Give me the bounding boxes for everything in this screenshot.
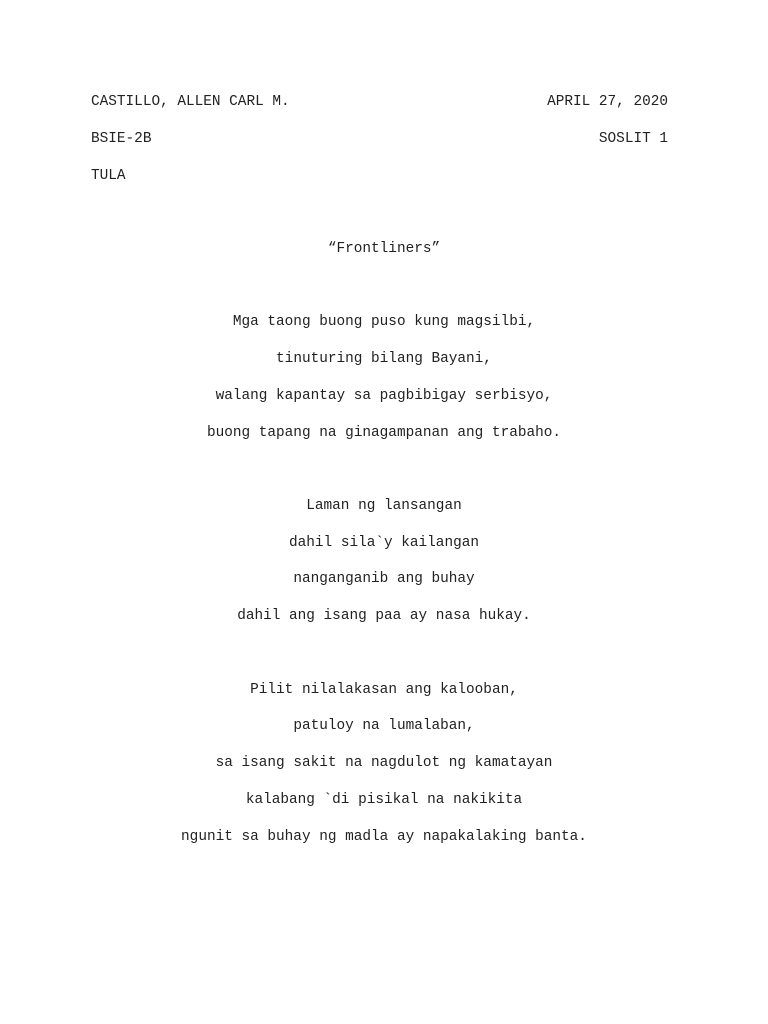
poem-line: Laman ng lansangan xyxy=(306,498,462,514)
poem-line: kalabang `di pisikal na nakikita xyxy=(245,792,523,808)
poem-line: nanganganib ang buhay xyxy=(293,571,475,587)
poem-line: ngunit sa buhay ng madla ay napakalaking banta. xyxy=(181,829,587,845)
submission-date: APRIL 27, 2020 xyxy=(547,94,668,110)
poem-line: sa isang sakit na nagdulot ng kamatayan xyxy=(215,755,553,771)
document-type: TULA xyxy=(91,168,126,184)
poem-line: Pilit nilalakasan ang kalooban, xyxy=(250,682,518,698)
header-row-type xyxy=(91,166,668,186)
poem-title: “Frontliners” xyxy=(327,241,441,257)
header-row-section-course xyxy=(91,129,668,149)
header-row-name-date xyxy=(91,92,668,112)
poem-line: walang kapantay sa pagbibigay serbisyo, xyxy=(215,388,553,404)
poem-line: dahil sila`y kailangan xyxy=(289,535,479,551)
poem-line: patuloy na lumalaban, xyxy=(293,718,475,734)
poem-line: tinuturing bilang Bayani, xyxy=(276,351,492,367)
student-section: BSIE-2B xyxy=(91,131,152,147)
course-code: SOSLIT 1 xyxy=(598,131,668,147)
student-name: CASTILLO, ALLEN CARL M. xyxy=(91,94,290,110)
poem-line: buong tapang na ginagampanan ang trabaho. xyxy=(206,425,562,441)
poem-line: dahil ang isang paa ay nasa hukay. xyxy=(237,608,531,624)
poem-line: Mga taong buong puso kung magsilbi, xyxy=(232,314,536,330)
